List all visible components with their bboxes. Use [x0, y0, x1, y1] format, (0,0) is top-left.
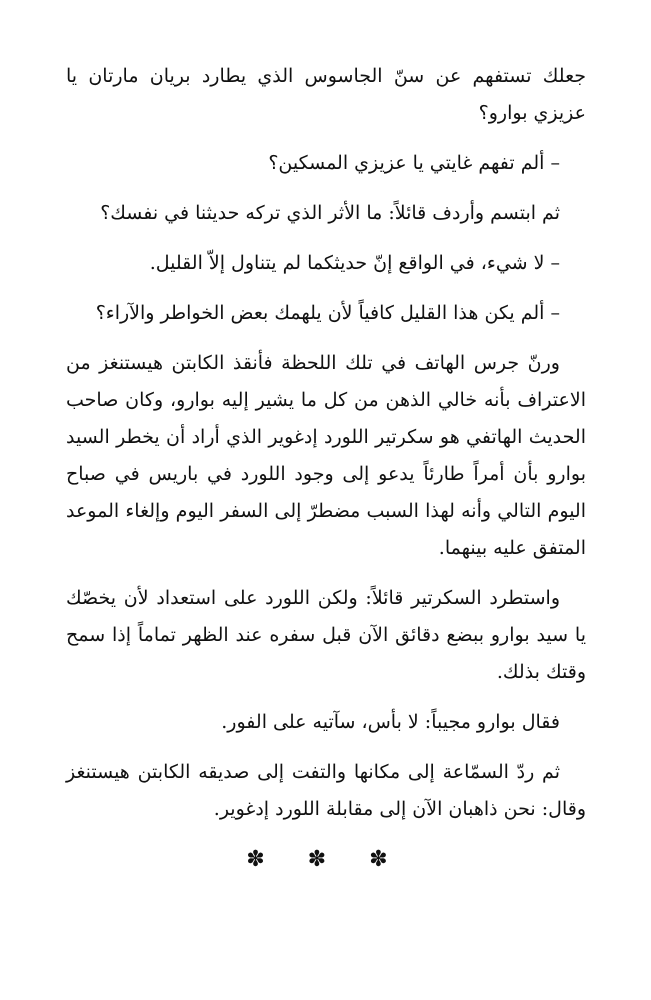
- paragraph-narration-3: واستطرد السكرتير قائلاً: ولكن اللورد على استعداد لأن يخصّك يا سيد بوارو ببضع دقائق الآن قبل سفره عند الظهر تماماً إذا سمح وقتك بذلك.: [66, 587, 586, 683]
- book-page: [66, 58, 586, 878]
- paragraph-dialogue-2: – لا شيء، في الواقع إنّ حديثكما لم يتناول إلاّ القليل.: [149, 252, 560, 274]
- paragraph-dialogue-1: – ألم تفهم غايتي يا عزيزي المسكين؟: [268, 152, 560, 174]
- paragraph-narration-5: ثم ردّ السمّاعة إلى مكانها والتفت إلى صديقه الكابتن هيستنغز وقال: نحن ذاهبان الآن إلى مقابلة اللورد إدغوير.: [66, 761, 586, 820]
- section-separator: ✽ ✽ ✽: [246, 847, 406, 872]
- paragraph-narration-2: ورنّ جرس الهاتف في تلك اللحظة فأنقذ الكابتن هيستنغز من الاعتراف بأنه خالي الذهن من كل ما يشير إليه بوارو، وكان صاحب الحديث الهاتفي هو سكرتير اللورد إدغوير الذي أراد أن يخطر السيد بوارو بأن أمراً طارئاً يدعو إلى وجود اللورد في باريس في صباح اليوم التالي وأنه لهذا السبب مضطرّ إلى السفر اليوم وإلغاء الموعد المتفق عليه بينهما.: [66, 352, 586, 559]
- paragraph-narration-4: فقال بوارو مجيباً: لا بأس، سآتيه على الفور.: [221, 711, 560, 733]
- paragraph-narration-1: ثم ابتسم وأردف قائلاً: ما الأثر الذي تركه حديثنا في نفسك؟: [100, 202, 560, 224]
- paragraph-dialogue-3: – ألم يكن هذا القليل كافياً لأن يلهمك بعض الخواطر والآراء؟: [95, 302, 560, 324]
- paragraph-continuation: جعلك تستفهم عن سنّ الجاسوس الذي يطارد بريان مارتان يا عزيزي بوارو؟: [66, 65, 586, 124]
